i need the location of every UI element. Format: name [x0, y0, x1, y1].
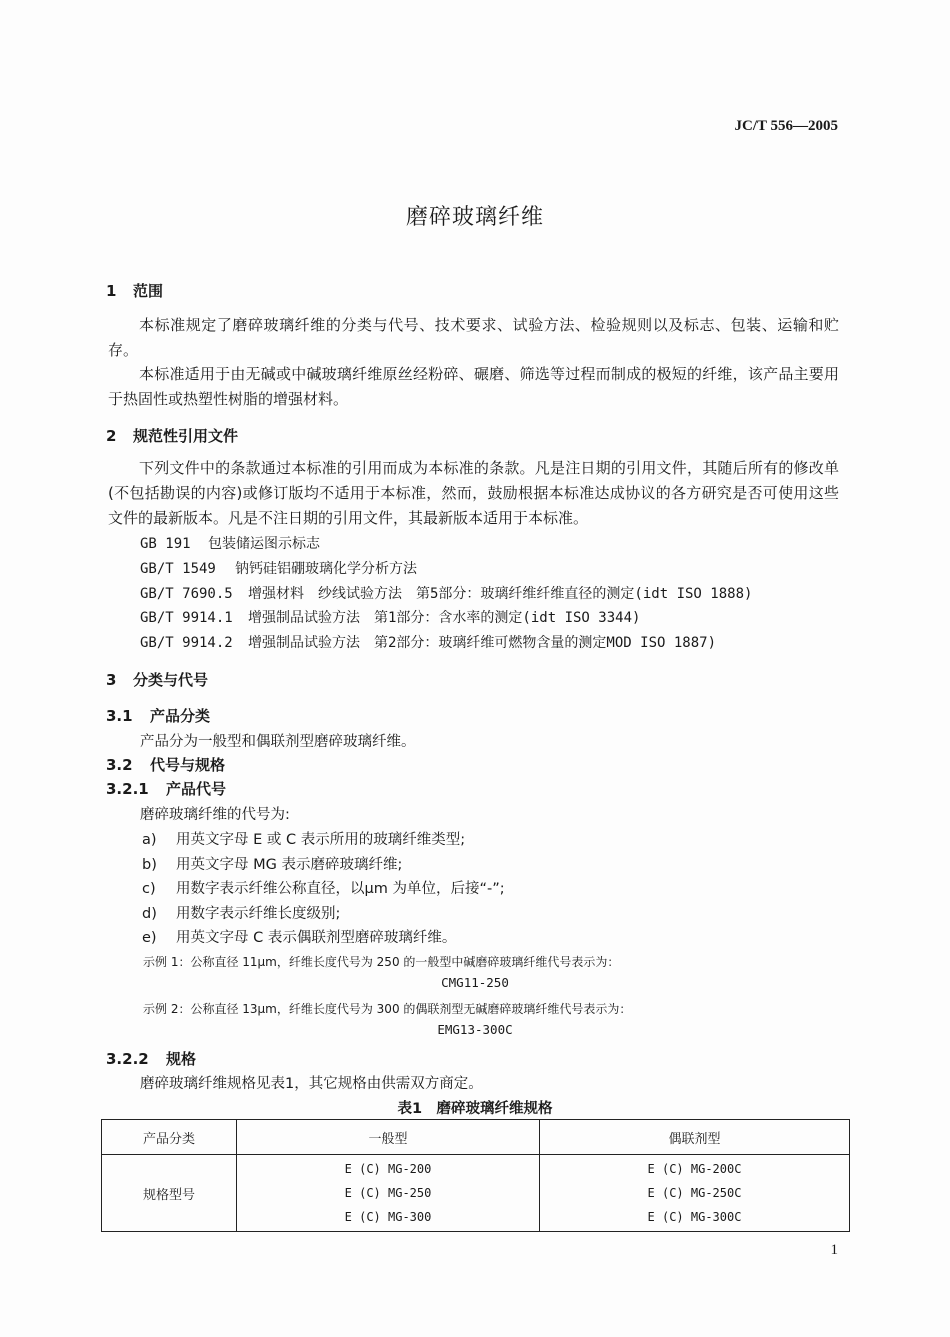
reference-code: GB/T 9914.1 [140, 610, 233, 626]
section-title: 规范性引用文件 [133, 427, 239, 445]
reference-code: GB 191 [140, 536, 191, 552]
section-title: 产品代号 [166, 780, 227, 798]
reference-item [140, 632, 716, 652]
general-type-value: E (C) MG-200 [344, 1162, 432, 1176]
table-caption: 表1 磨碎玻璃纤维规格 [397, 1101, 553, 1117]
list-marker: e) [142, 930, 157, 946]
list-text: 用英文字母 C 表示偶联剂型磨碎玻璃纤维。 [176, 930, 457, 946]
reference-code: GB/T 7690.5 [140, 586, 233, 602]
table-header-cell: 产品分类 [102, 1120, 237, 1155]
reference-title: 包装储运图示标志 [208, 536, 320, 552]
section-3-heading [106, 669, 208, 690]
general-type-value: E (C) MG-250 [344, 1186, 432, 1200]
reference-item [140, 583, 752, 603]
section-2-paragraph: 下列文件中的条款通过本标准的引用而成为本标准的条款。凡是注日期的引用文件，其随后所有的修改单(不包括勘误的内容)或修订版均不适用于本标准，然而，鼓励根据本标准达成协议的各方研究是否可使用这些文件的最新版本。凡是不注日期的引用文件，其最新版本适用于本标准。 [108, 459, 839, 527]
coupling-type-value: E (C) MG-200C [647, 1162, 742, 1176]
table-row [102, 1155, 850, 1232]
list-marker: a) [142, 832, 157, 848]
example-1: 示例 1：公称直径 11μm，纤维长度代号为 250 的一般型中碱磨碎玻璃纤维代号表示为： [143, 955, 620, 969]
list-item [142, 877, 505, 898]
reference-item [140, 607, 640, 627]
reference-title: 增强制品试验方法 第1部分：含水率的测定(idt ISO 3344) [248, 610, 641, 626]
section-number: 3.2.1 [106, 780, 149, 798]
section-title: 规格 [166, 1050, 197, 1068]
section-3-1-heading [106, 705, 210, 726]
section-number: 3.1 [106, 707, 133, 725]
section-number: 2 [106, 427, 117, 445]
list-item [142, 926, 456, 947]
list-item [142, 853, 402, 874]
coupling-type-cell [540, 1155, 850, 1232]
general-type-cell [237, 1155, 540, 1232]
section-title: 产品分类 [150, 707, 211, 725]
reference-title: 钠钙硅铝硼玻璃化学分析方法 [235, 561, 417, 577]
table-header-cell: 偶联剂型 [540, 1120, 850, 1155]
section-number: 3.2.2 [106, 1050, 149, 1068]
reference-item [140, 533, 320, 553]
list-marker: b) [142, 857, 157, 873]
reference-code: GB/T 9914.2 [140, 635, 233, 651]
section-3-1-text: 产品分为一般型和偶联剂型磨碎玻璃纤维。 [140, 734, 416, 750]
section-number: 3 [106, 671, 117, 689]
reference-item [140, 558, 417, 578]
coupling-type-value: E (C) MG-250C [647, 1186, 742, 1200]
list-text: 用英文字母 MG 表示磨碎玻璃纤维; [176, 857, 403, 873]
table-header-row [102, 1120, 850, 1155]
list-text: 用数字表示纤维公称直径，以μm 为单位，后接“-”; [176, 881, 505, 897]
standard-code: JC/T 556—2005 [734, 118, 838, 134]
section-number: 3.2 [106, 756, 133, 774]
example-2-code: EMG13-300C [437, 1022, 513, 1037]
list-item [142, 828, 465, 849]
list-item [142, 902, 340, 923]
section-3-2-2-heading [106, 1048, 196, 1069]
list-text: 用数字表示纤维长度级别; [176, 906, 341, 922]
list-marker: d) [142, 906, 157, 922]
section-1-paragraph-2: 本标准适用于由无碱或中碱玻璃纤维原丝经粉碎、碾磨、筛选等过程而制成的极短的纤维，该产品主要用于热固性或热塑性树脂的增强材料。 [108, 365, 839, 408]
reference-title: 增强材料 纱线试验方法 第5部分：玻璃纤维纤维直径的测定(idt ISO 1888) [248, 586, 753, 602]
spec-table [101, 1119, 850, 1232]
page-number: 1 [830, 1242, 838, 1258]
list-marker: c) [142, 881, 156, 897]
reference-title: 增强制品试验方法 第2部分：玻璃纤维可燃物含量的测定MOD ISO 1887) [248, 635, 717, 651]
coupling-type-value: E (C) MG-300C [647, 1210, 742, 1224]
reference-code: GB/T 1549 [140, 561, 216, 577]
section-1-paragraph-1: 本标准规定了磨碎玻璃纤维的分类与代号、技术要求、试验方法、检验规则以及标志、包装、运输和贮存。 [108, 316, 839, 359]
section-3-2-heading [106, 754, 225, 775]
section-title: 分类与代号 [133, 671, 209, 689]
section-number: 1 [106, 282, 117, 300]
table-header-cell: 一般型 [237, 1120, 540, 1155]
example-2: 示例 2：公称直径 13μm，纤维长度代号为 300 的偶联剂型无碱磨碎玻璃纤维代号表示为： [143, 1002, 632, 1016]
section-title: 代号与规格 [150, 756, 226, 774]
table-row-label: 规格型号 [102, 1155, 237, 1232]
section-title: 范围 [133, 282, 164, 300]
document-title: 磨碎玻璃纤维 [405, 205, 544, 230]
list-text: 用英文字母 E 或 C 表示所用的玻璃纤维类型; [176, 832, 466, 848]
section-2-heading [106, 425, 238, 446]
general-type-value: E (C) MG-300 [344, 1210, 432, 1224]
section-3-2-1-heading [106, 778, 226, 799]
example-1-code: CMG11-250 [441, 975, 509, 990]
section-1-heading [106, 280, 163, 301]
section-3-2-2-text: 磨碎玻璃纤维规格见表1，其它规格由供需双方商定。 [140, 1076, 483, 1092]
section-3-2-1-intro: 磨碎玻璃纤维的代号为: [140, 807, 290, 823]
